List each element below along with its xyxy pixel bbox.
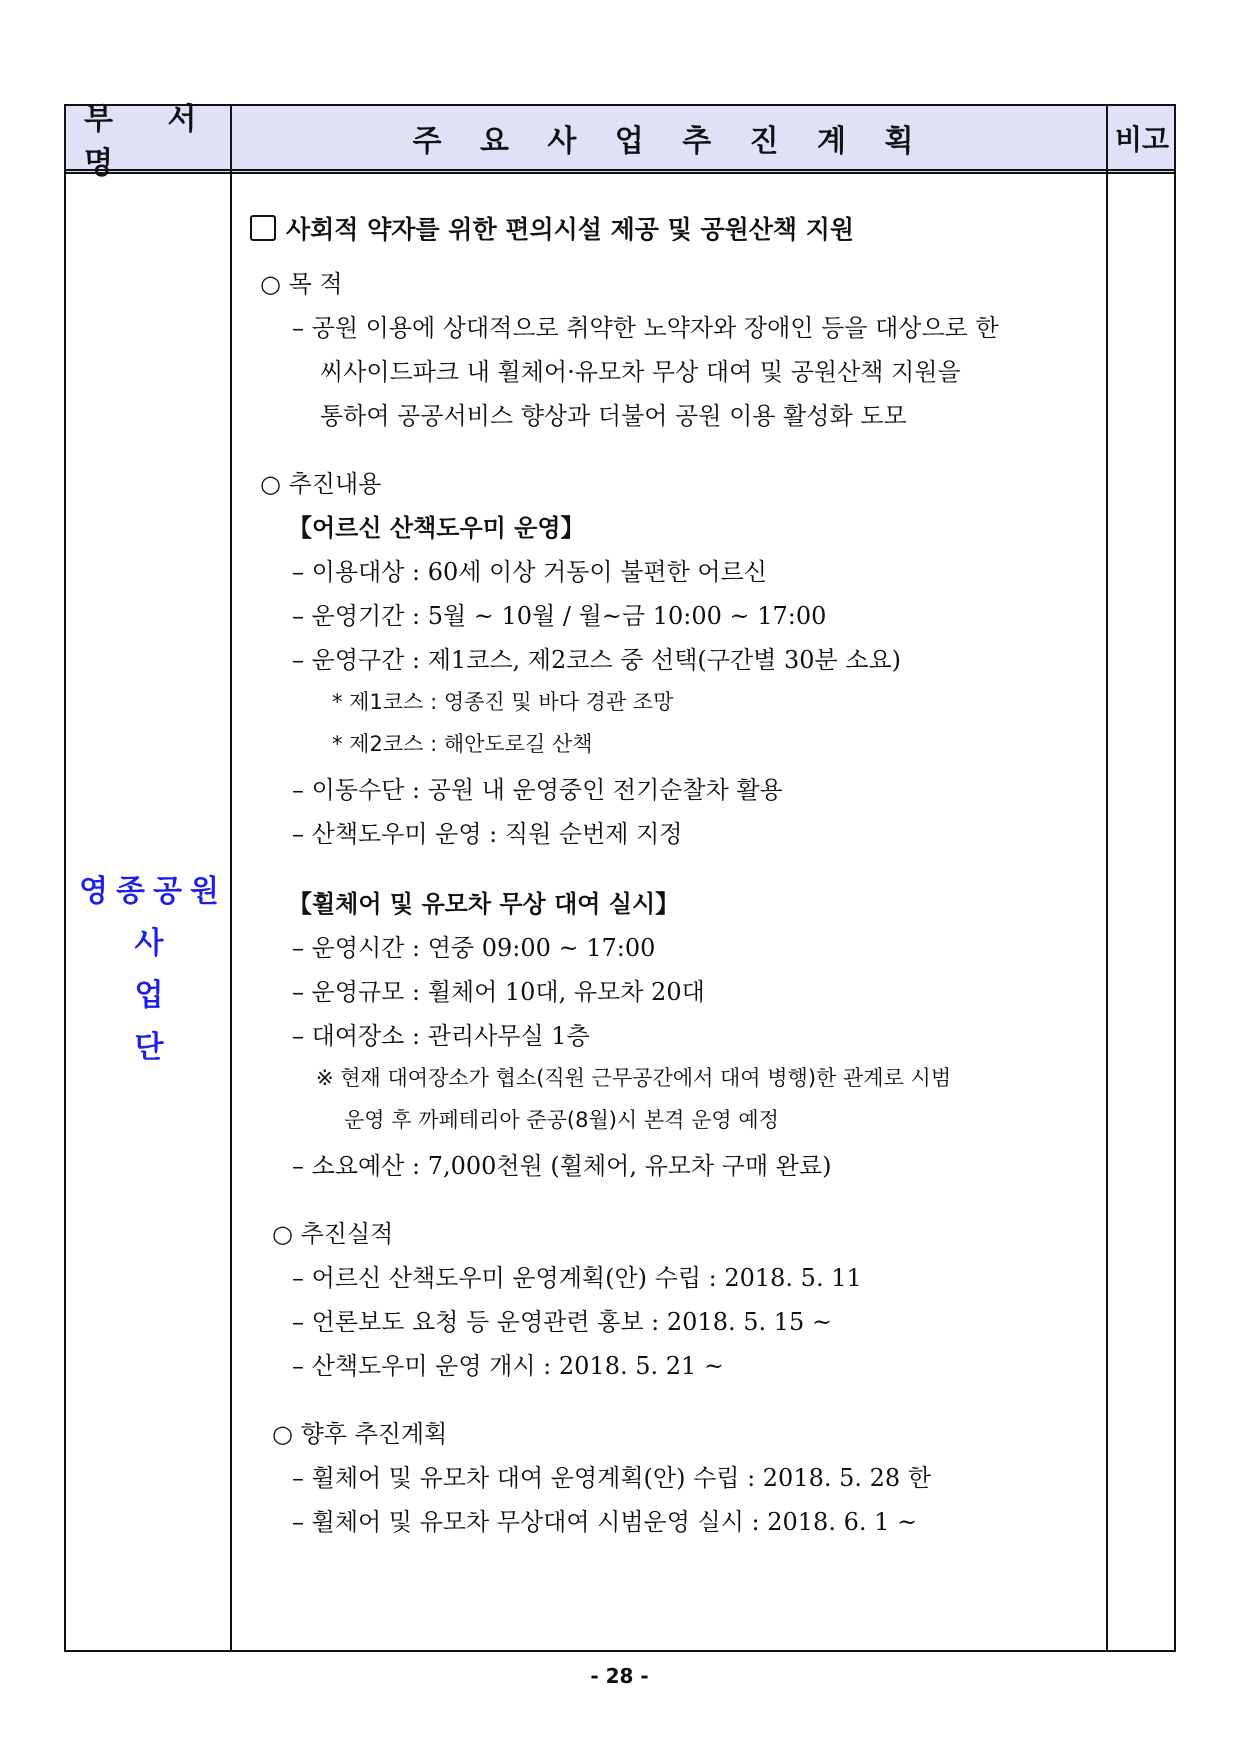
walk-line: – 이동수단 : 공원 내 운영중인 전기순찰차 활용 [292,776,783,804]
department-name-line2: 사 업 단 [134,926,192,1065]
department-name [66,866,232,1074]
purpose-line: – 공원 이용에 상대적으로 취약한 노약자와 장애인 등을 대상으로 한 [292,314,999,342]
content-heading: ○ 추진내용 [260,470,382,498]
rental-line: – 운영규모 : 휠체어 10대, 유모차 20대 [292,978,705,1006]
department-name-line1: 영종공원 [79,874,227,909]
column-divider [1106,106,1108,1650]
purpose-line: 씨사이드파크 내 휠체어·유모차 무상 대여 및 공원산책 지원을 [320,358,961,386]
section-title-text: 사회적 약자를 위한 편의시설 제공 및 공원산책 지원 [286,215,855,244]
header-main: 주 요 사 업 추 진 계 획 [412,123,928,159]
rental-note: ※ 현재 대여장소가 협소(직원 근무공간에서 대여 병행)한 관계로 시범 [316,1066,952,1090]
walk-course: * 제1코스 : 영종진 및 바다 경관 조망 [332,690,674,714]
checkbox-square-icon [250,215,276,241]
results-line: – 언론보도 요청 등 운영관련 홍보 : 2018. 5. 15 ~ [292,1308,833,1336]
walk-line: – 이용대상 : 60세 이상 거동이 불편한 어르신 [292,558,767,586]
plan-table [64,101,1176,1652]
plans-heading: ○ 향후 추진계획 [272,1420,448,1448]
page-number: - 28 - [590,1664,649,1688]
plans-line: – 휠체어 및 유모차 대여 운영계획(안) 수립 : 2018. 5. 28 한 [292,1464,932,1492]
header-dept: 부 서 명 [84,101,219,181]
rental-line: – 운영시간 : 연중 09:00 ~ 17:00 [292,934,656,962]
walk-title: 【어르신 산책도우미 운영】 [288,514,585,542]
rental-title: 【휠체어 및 유모차 무상 대여 실시】 [288,890,680,918]
walk-line: – 운영기간 : 5월 ~ 10월 / 월~금 10:00 ~ 17:00 [292,602,827,630]
results-line: – 어르신 산책도우미 운영계획(안) 수립 : 2018. 5. 11 [292,1264,862,1292]
purpose-heading: ○ 목 적 [260,270,343,298]
rental-line: – 대여장소 : 관리사무실 1층 [292,1022,590,1050]
walk-course: * 제2코스 : 해안도로길 산책 [332,732,593,756]
rental-note: 운영 후 까페테리아 준공(8월)시 본격 운영 예정 [344,1108,779,1132]
rental-line: – 소요예산 : 7,000천원 (휠체어, 유모차 구매 완료) [292,1152,832,1180]
walk-line: – 산책도우미 운영 : 직원 순번제 지정 [292,820,683,848]
walk-line: – 운영구간 : 제1코스, 제2코스 중 선택(구간별 30분 소요) [292,646,902,674]
header-note: 비고 [1114,122,1170,156]
section-title [250,210,854,246]
table-header [66,101,1174,181]
plans-line: – 휠체어 및 유모차 무상대여 시범운영 실시 : 2018. 6. 1 ~ [292,1508,918,1536]
purpose-line: 통하여 공공서비스 향상과 더불어 공원 이용 활성화 도모 [320,402,907,430]
results-line: – 산책도우미 운영 개시 : 2018. 5. 21 ~ [292,1352,725,1380]
results-heading: ○ 추진실적 [272,1220,394,1248]
